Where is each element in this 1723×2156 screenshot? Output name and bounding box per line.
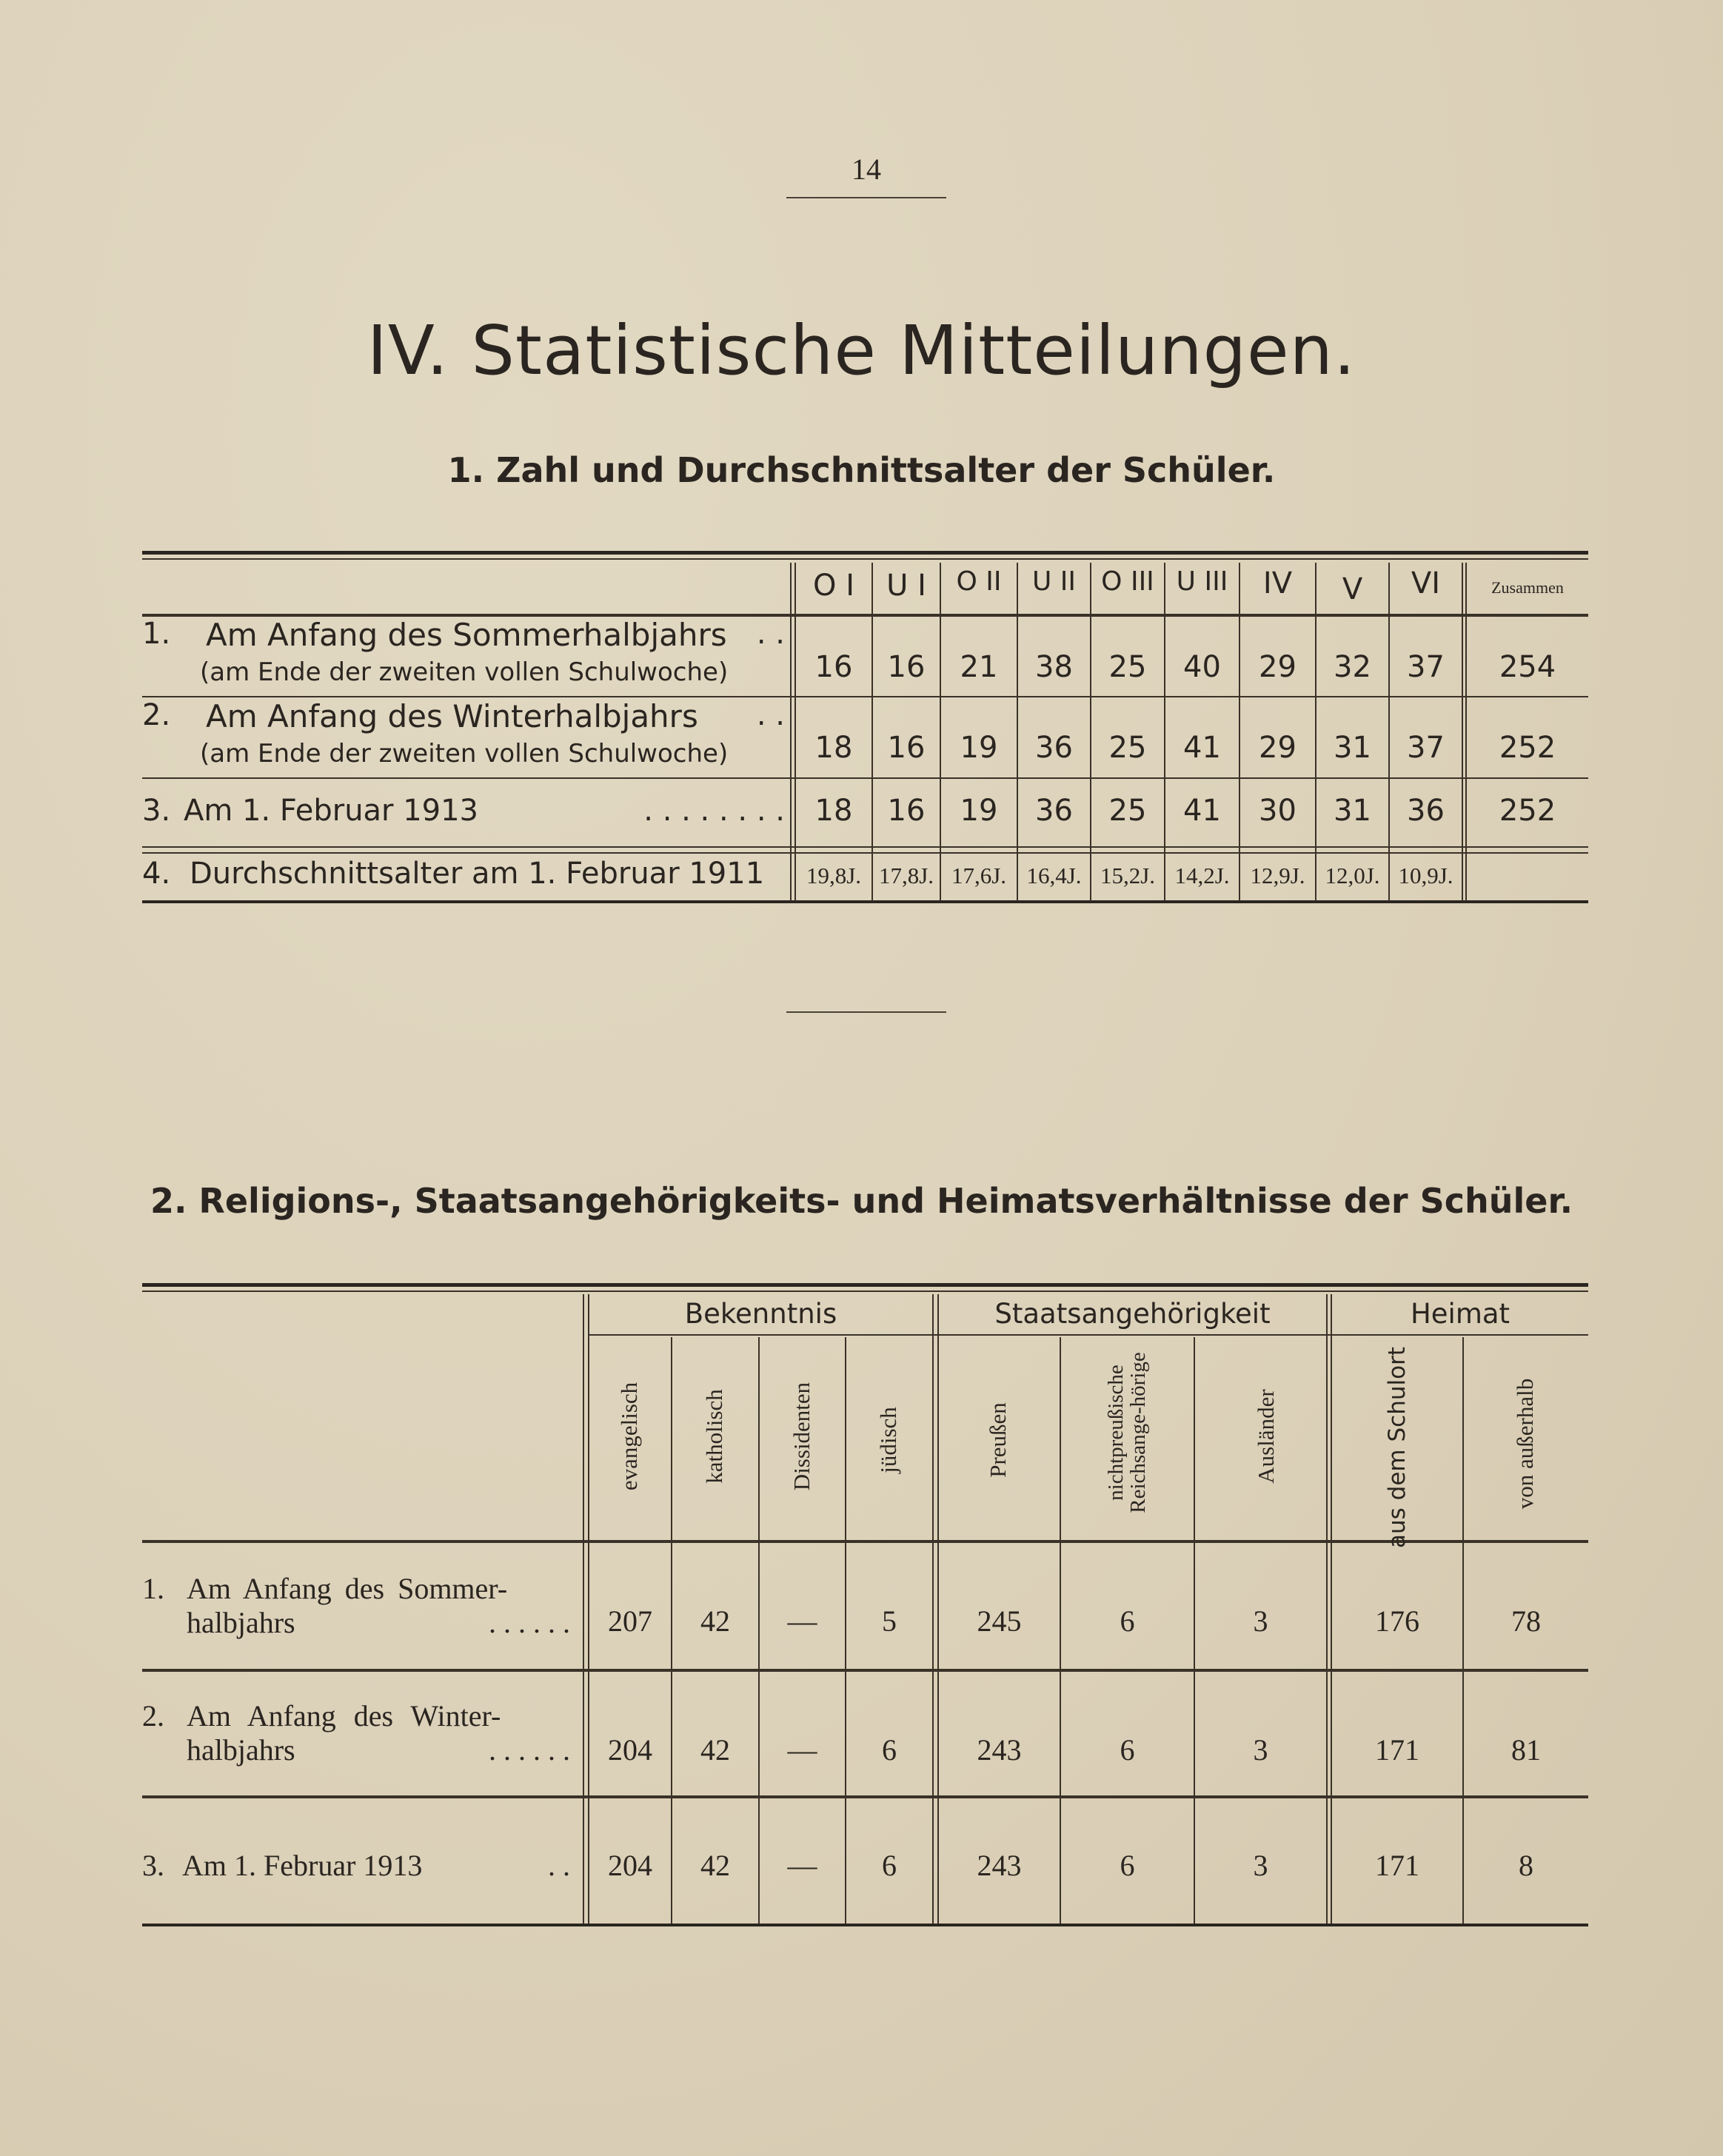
- group-header-heimat: Heimat: [1410, 1298, 1510, 1330]
- table2-header-rule: [142, 1540, 1588, 1543]
- col-header-oiii: O III: [1101, 566, 1154, 597]
- col-header-ui: U I: [886, 569, 926, 603]
- col-header-preussen: Preußen: [985, 1402, 1011, 1478]
- col-header-schulort: aus dem Schulort: [1384, 1347, 1411, 1548]
- t2-row3-num: 3.: [142, 1849, 164, 1882]
- t2-row2-value: —: [787, 1733, 817, 1767]
- row2-value: 29: [1259, 731, 1297, 765]
- row1-value: 38: [1035, 650, 1073, 684]
- table1-row-rule: [142, 777, 1588, 779]
- row4-value: 15,2J.: [1100, 863, 1156, 888]
- row2-value: 31: [1334, 731, 1371, 765]
- t2-row1-dots: . . . . . .: [489, 1606, 570, 1639]
- row2-value: 18: [814, 731, 853, 765]
- t2-row2-value: 6: [1120, 1733, 1135, 1767]
- row1-label: Am Anfang des Sommerhalbjahrs: [206, 617, 727, 653]
- table1-row-rule: [142, 852, 1588, 854]
- t2-row1-value: 6: [1120, 1604, 1135, 1638]
- t2-row1-line1: Am Anfang des Sommer-: [187, 1572, 508, 1605]
- col-header-evangelisch: evangelisch: [616, 1382, 642, 1491]
- row4-value: 12,0J.: [1325, 863, 1380, 888]
- t2-row3-value: 204: [608, 1849, 652, 1882]
- row3-value: 30: [1259, 794, 1297, 828]
- t2-row1-value: 42: [700, 1604, 730, 1638]
- row2-label: Am Anfang des Winterhalbjahrs: [206, 698, 698, 734]
- row1-num: 1.: [142, 617, 171, 651]
- group-header-bekenntnis: Bekenntnis: [684, 1298, 837, 1330]
- row2-value: 16: [887, 731, 926, 765]
- t2-row1-value: 78: [1511, 1604, 1541, 1638]
- col-header-oi: O I: [813, 569, 854, 603]
- row3-value: 41: [1183, 794, 1221, 828]
- col-header-vi: VI: [1411, 566, 1441, 600]
- row1-value: 37: [1407, 650, 1445, 684]
- t2-row1-value: 3: [1253, 1604, 1268, 1638]
- t2-row1-num: 1.: [142, 1572, 164, 1605]
- t2-row3-value: 6: [1120, 1849, 1135, 1882]
- t2-row2-value: 204: [608, 1733, 652, 1767]
- row3-value: 16: [887, 794, 926, 828]
- row4-value: 17,6J.: [951, 863, 1007, 888]
- t2-row1-value: 5: [882, 1604, 897, 1638]
- col-header-katholisch: katholisch: [701, 1389, 727, 1484]
- row1-value: 25: [1108, 650, 1147, 684]
- row2-value: 25: [1108, 731, 1147, 765]
- row2-sub: (am Ende der zweiten vollen Schulwoche): [200, 739, 729, 769]
- row1-value: 21: [960, 650, 998, 684]
- row4-num: 4.: [142, 857, 171, 891]
- t2-row2-value: 3: [1253, 1733, 1268, 1767]
- row1-value: 32: [1334, 650, 1371, 684]
- col-header-juedisch: jüdisch: [875, 1407, 901, 1473]
- t2-row1-value: —: [787, 1604, 817, 1638]
- row3-value: 31: [1334, 794, 1371, 828]
- row3-value: 36: [1407, 794, 1445, 828]
- page-number-rule: [786, 197, 946, 198]
- table2-top-rule-thin: [142, 1290, 1588, 1292]
- table1-row-rule: [142, 696, 1588, 697]
- row1-total: 254: [1499, 650, 1556, 684]
- row3-num: 3.: [142, 794, 171, 828]
- t2-row2-num: 2.: [142, 1699, 164, 1732]
- col-header-uii: U II: [1031, 566, 1077, 597]
- row4-value: 19,8J.: [806, 863, 862, 888]
- row1-value: 29: [1259, 650, 1297, 684]
- t2-row3-value: 42: [700, 1849, 730, 1882]
- t2-row3-value: 6: [882, 1849, 897, 1882]
- t2-row3-value: —: [787, 1849, 817, 1882]
- table1-row-rule: [142, 846, 1588, 848]
- t2-row2-value: 81: [1511, 1733, 1541, 1767]
- col-header-dissidenten: Dissidenten: [789, 1382, 814, 1491]
- group-header-staatsangehoerigkeit: Staatsangehörigkeit: [994, 1298, 1271, 1330]
- t2-row1-value: 176: [1375, 1604, 1419, 1638]
- t2-row2-dots: . . . . . .: [489, 1733, 570, 1767]
- row3-value: 19: [960, 794, 998, 828]
- t2-row1-value: 207: [608, 1604, 652, 1638]
- row2-dots: . .: [756, 698, 785, 732]
- row4-value: 16,4J.: [1026, 863, 1082, 888]
- row2-value: 41: [1183, 731, 1221, 765]
- table1-top-rule: [142, 551, 1588, 555]
- row2-total: 252: [1499, 731, 1556, 765]
- table2-top-rule: [142, 1283, 1588, 1287]
- row2-num: 2.: [142, 698, 171, 732]
- row1-value: 16: [887, 650, 926, 684]
- t2-row2-line1: Am Anfang des Winter-: [187, 1699, 501, 1732]
- t2-row3-line1: Am 1. Februar 1913: [182, 1849, 423, 1882]
- table2-bottom-rule: [142, 1924, 1588, 1926]
- row4-label: Durchschnittsalter am 1. Februar 1911: [190, 857, 765, 891]
- table2-group-rule: [589, 1334, 1588, 1336]
- row4-value: 12,9J.: [1250, 863, 1305, 888]
- row1-sub: (am Ende der zweiten vollen Schulwoche): [200, 657, 729, 687]
- row2-value: 19: [960, 731, 998, 765]
- t2-row3-value: 243: [977, 1849, 1022, 1882]
- table1-bottom-rule: [142, 900, 1588, 903]
- col-header-auslaender: Ausländer: [1253, 1389, 1279, 1484]
- table1-top-rule-thin: [142, 558, 1588, 560]
- row2-value: 37: [1407, 731, 1445, 765]
- section1-heading: 1. Zahl und Durchschnittsalter der Schüler.: [447, 450, 1276, 490]
- table2-row-rule: [142, 1795, 1588, 1798]
- t2-row3-value: 3: [1253, 1849, 1268, 1882]
- col-header-iv: IV: [1262, 566, 1293, 600]
- col-header-ausserhalb: von außerhalb: [1512, 1378, 1538, 1510]
- row4-value: 17,8J.: [878, 863, 934, 888]
- col-header-reichsangehoerige: nichtpreußische Reichsange-hörige: [1104, 1352, 1150, 1513]
- t2-row2-value: 243: [977, 1733, 1022, 1767]
- section2-heading: 2. Religions-, Staatsangehörigkeits- und Heimatsverhältnisse der Schüler.: [150, 1181, 1573, 1221]
- row4-value: 10,9J.: [1398, 863, 1453, 888]
- col-header-v: V: [1342, 572, 1363, 606]
- row1-value: 40: [1183, 650, 1221, 684]
- row3-value: 18: [814, 794, 853, 828]
- row1-dots: . .: [756, 617, 785, 651]
- page-title: IV. Statistische Mitteilungen.: [367, 311, 1356, 390]
- col-header-total: Zusammen: [1491, 578, 1564, 597]
- row3-label: Am 1. Februar 1913: [184, 794, 479, 828]
- t2-row3-value: 171: [1375, 1849, 1419, 1882]
- row3-value: 25: [1108, 794, 1147, 828]
- t2-row2-value: 171: [1375, 1733, 1419, 1767]
- section-divider: [786, 1011, 946, 1013]
- row2-value: 36: [1035, 731, 1073, 765]
- col-header-uiii: U III: [1176, 566, 1228, 597]
- row3-value: 36: [1035, 794, 1073, 828]
- t2-row2-value: 42: [700, 1733, 730, 1767]
- row4-value: 14,2J.: [1174, 863, 1230, 888]
- t2-row2-value: 6: [882, 1733, 897, 1767]
- table2-row-rule: [142, 1669, 1588, 1672]
- col-header-oii: O II: [956, 566, 1002, 597]
- row1-value: 16: [814, 650, 853, 684]
- row3-dots: . . . . . . . .: [643, 794, 785, 828]
- t2-row2-line2: halbjahrs: [187, 1733, 295, 1767]
- t2-row3-dots: . .: [548, 1849, 570, 1882]
- row3-total: 252: [1499, 794, 1556, 828]
- t2-row1-value: 245: [977, 1604, 1022, 1638]
- t2-row3-value: 8: [1519, 1849, 1533, 1882]
- page-number: 14: [852, 153, 881, 186]
- t2-row1-line2: halbjahrs: [187, 1606, 295, 1639]
